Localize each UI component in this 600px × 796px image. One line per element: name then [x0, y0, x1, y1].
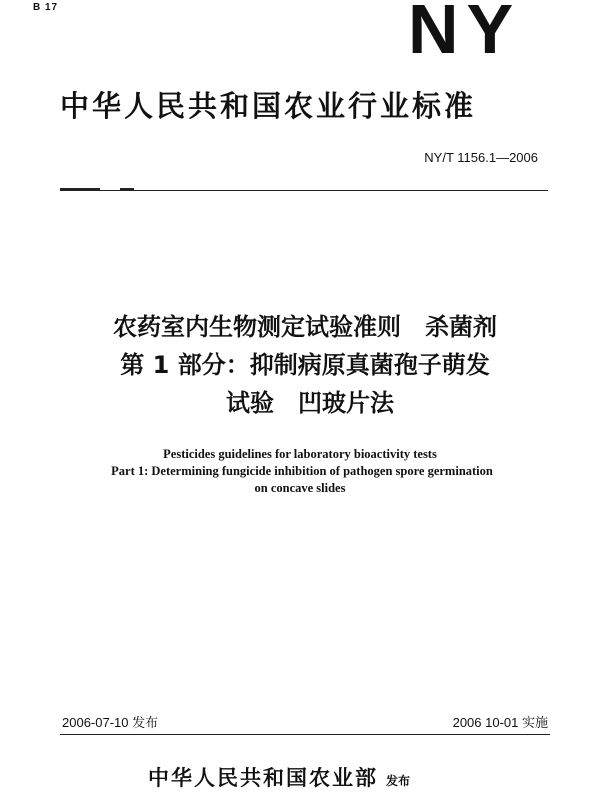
ics-code: B 17	[33, 2, 59, 13]
implementation-date: 2006 10-01 实施	[452, 715, 548, 730]
chinese-title	[0, 308, 600, 422]
footer-divider	[60, 734, 550, 735]
issue-date: 2006-07-10 发布	[62, 715, 159, 730]
header-divider-accent	[120, 188, 134, 190]
standard-category-title: 中华人民共和国农业行业标准	[60, 89, 477, 123]
header-divider	[60, 190, 548, 191]
english-title-line1: Pesticides guidelines for laboratory bioactivity tests	[163, 447, 437, 461]
english-title-line2: Part 1: Determining fungicide inhibition of pathogen spore germination	[111, 464, 493, 478]
issuer-suffix: 发布	[386, 774, 411, 788]
ny-logo: NY	[408, 0, 522, 68]
english-title	[0, 446, 600, 497]
standard-number: NY/T 1156.1—2006	[424, 150, 538, 165]
english-title-line3: on concave slides	[254, 481, 346, 495]
chinese-title-line2: 第 1 部分：抑制病原真菌孢子萌发	[120, 351, 490, 379]
issuer-name: 中华人民共和国农业部	[148, 765, 378, 790]
chinese-title-line1: 农药室内生物测定试验准则 杀菌剂	[113, 313, 497, 341]
header-divider-accent	[60, 188, 100, 190]
issuer	[148, 762, 410, 792]
chinese-title-line3: 试验 凹玻片法	[226, 389, 394, 417]
